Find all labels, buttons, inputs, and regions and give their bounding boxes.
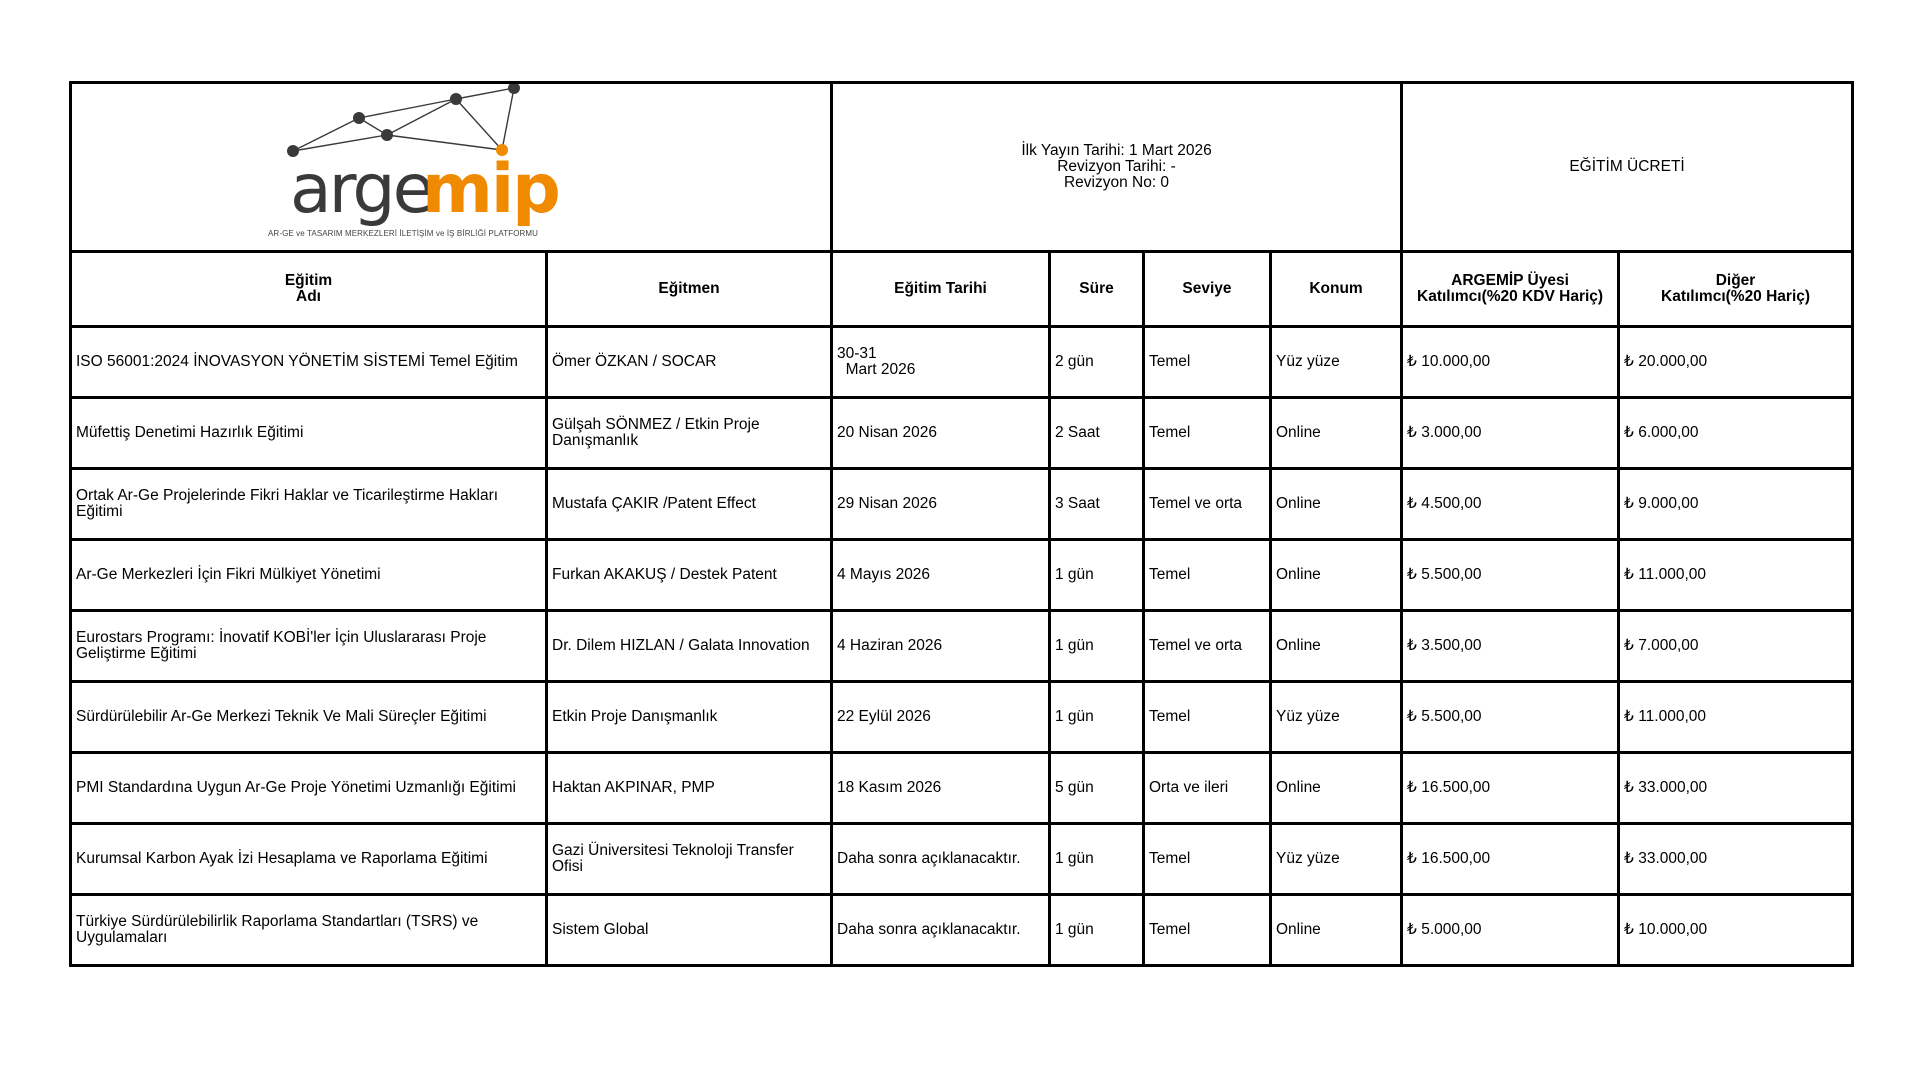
cell-date <box>832 327 1050 398</box>
cell-training-name: Sürdürülebilir Ar-Ge Merkezi Teknik Ve Mali Süreçler Eğitimi <box>71 682 547 753</box>
cell-level: Temel <box>1144 327 1271 398</box>
cell-other-fee: ₺ 7.000,00 <box>1619 611 1853 682</box>
cell-location: Online <box>1271 540 1402 611</box>
training-schedule-table <box>69 81 1854 967</box>
first-publish-date: İlk Yayın Tarihi: 1 Mart 2026 <box>1021 142 1212 159</box>
table-row <box>71 469 1853 540</box>
col-header-member-fee: ARGEMİP Üyesi Katılımcı(%20 KDV Hariç) <box>1402 252 1619 327</box>
network-logo-graphic <box>262 84 582 229</box>
cell-member-fee: ₺ 3.000,00 <box>1402 398 1619 469</box>
col-header-date: Eğitim Tarihi <box>832 252 1050 327</box>
cell-training-name: Ortak Ar-Ge Projelerinde Fikri Haklar ve Ticarileştirme Hakları Eğitimi <box>71 469 547 540</box>
date-line: 20 Nisan 2026 <box>837 424 937 441</box>
cell-training-name: Türkiye Sürdürülebilirlik Raporlama Standartları (TSRS) ve Uygulamaları <box>71 895 547 966</box>
cell-trainer: Dr. Dilem HIZLAN / Galata Innovation <box>547 611 832 682</box>
cell-duration: 1 gün <box>1050 682 1144 753</box>
date-line: 22 Eylül 2026 <box>837 708 931 725</box>
cell-level: Temel <box>1144 540 1271 611</box>
logo-text-mip: mip <box>422 150 559 229</box>
cell-location: Yüz yüze <box>1271 682 1402 753</box>
cell-member-fee: ₺ 5.500,00 <box>1402 540 1619 611</box>
cell-level: Temel <box>1144 682 1271 753</box>
date-line: 4 Mayıs 2026 <box>837 566 931 583</box>
cell-level: Temel <box>1144 398 1271 469</box>
cell-location: Online <box>1271 753 1402 824</box>
cell-date <box>832 824 1050 895</box>
cell-training-name: Eurostars Programı: İnovatif KOBİ'ler İçin Uluslararası Proje Geliştirme Eğitimi <box>71 611 547 682</box>
logo-cell <box>71 83 832 252</box>
cell-duration: 2 Saat <box>1050 398 1144 469</box>
cell-date <box>832 682 1050 753</box>
cell-member-fee: ₺ 4.500,00 <box>1402 469 1619 540</box>
cell-location: Online <box>1271 895 1402 966</box>
argemip-logo <box>72 84 830 250</box>
cell-member-fee: ₺ 5.500,00 <box>1402 682 1619 753</box>
table-row <box>71 611 1853 682</box>
revision-date: Revizyon Tarihi: - <box>1057 158 1176 175</box>
cell-other-fee: ₺ 6.000,00 <box>1619 398 1853 469</box>
cell-location: Online <box>1271 398 1402 469</box>
date-line: Daha sonra açıklanacaktır. <box>837 921 1021 938</box>
table-row <box>71 540 1853 611</box>
cell-duration: 1 gün <box>1050 611 1144 682</box>
cell-other-fee: ₺ 11.000,00 <box>1619 682 1853 753</box>
table-row <box>71 895 1853 966</box>
date-line: 29 Nisan 2026 <box>837 495 937 512</box>
cell-other-fee: ₺ 33.000,00 <box>1619 753 1853 824</box>
col-header-other-fee: Diğer Katılımcı(%20 Hariç) <box>1619 252 1853 327</box>
cell-member-fee: ₺ 3.500,00 <box>1402 611 1619 682</box>
table-row <box>71 327 1853 398</box>
date-line: 18 Kasım 2026 <box>837 779 942 796</box>
cell-date <box>832 753 1050 824</box>
cell-date <box>832 469 1050 540</box>
date-line: 4 Haziran 2026 <box>837 637 943 654</box>
cell-level: Temel ve orta <box>1144 611 1271 682</box>
cell-other-fee: ₺ 9.000,00 <box>1619 469 1853 540</box>
column-header-row <box>71 252 1853 327</box>
fee-section-title: EĞİTİM ÜCRETİ <box>1402 83 1853 252</box>
cell-trainer: Haktan AKPINAR, PMP <box>547 753 832 824</box>
cell-trainer: Sistem Global <box>547 895 832 966</box>
date-line: Daha sonra açıklanacaktır. <box>837 850 1021 867</box>
cell-location: Online <box>1271 469 1402 540</box>
cell-other-fee: ₺ 10.000,00 <box>1619 895 1853 966</box>
table-row <box>71 682 1853 753</box>
cell-trainer: Etkin Proje Danışmanlık <box>547 682 832 753</box>
cell-other-fee: ₺ 33.000,00 <box>1619 824 1853 895</box>
cell-trainer: Gülşah SÖNMEZ / Etkin Proje Danışmanlık <box>547 398 832 469</box>
cell-member-fee: ₺ 16.500,00 <box>1402 753 1619 824</box>
logo-text-arge: arge <box>290 150 432 229</box>
cell-trainer: Furkan AKAKUŞ / Destek Patent <box>547 540 832 611</box>
cell-level: Orta ve ileri <box>1144 753 1271 824</box>
table-row <box>71 398 1853 469</box>
cell-member-fee: ₺ 10.000,00 <box>1402 327 1619 398</box>
col-header-duration: Süre <box>1050 252 1144 327</box>
revision-number: Revizyon No: 0 <box>1063 174 1170 191</box>
col-header-level: Seviye <box>1144 252 1271 327</box>
cell-duration: 3 Saat <box>1050 469 1144 540</box>
cell-member-fee: ₺ 5.000,00 <box>1402 895 1619 966</box>
cell-trainer: Gazi Üniversitesi Teknoloji Transfer Ofisi <box>547 824 832 895</box>
cell-duration: 1 gün <box>1050 540 1144 611</box>
cell-date <box>832 540 1050 611</box>
cell-date <box>832 611 1050 682</box>
cell-training-name: PMI Standardına Uygun Ar-Ge Proje Yönetimi Uzmanlığı Eğitimi <box>71 753 547 824</box>
date-line: 30-31 <box>837 345 877 362</box>
cell-level: Temel <box>1144 824 1271 895</box>
cell-member-fee: ₺ 16.500,00 <box>1402 824 1619 895</box>
cell-duration: 2 gün <box>1050 327 1144 398</box>
cell-other-fee: ₺ 11.000,00 <box>1619 540 1853 611</box>
table-row <box>71 824 1853 895</box>
table-row <box>71 753 1853 824</box>
cell-training-name: Ar-Ge Merkezleri İçin Fikri Mülkiyet Yönetimi <box>71 540 547 611</box>
date-line: Mart 2026 <box>837 361 916 378</box>
cell-location: Yüz yüze <box>1271 824 1402 895</box>
col-header-trainer: Eğitmen <box>547 252 832 327</box>
cell-training-name: Kurumsal Karbon Ayak İzi Hesaplama ve Raporlama Eğitimi <box>71 824 547 895</box>
cell-duration: 1 gün <box>1050 824 1144 895</box>
cell-level: Temel ve orta <box>1144 469 1271 540</box>
col-header-training-name: Eğitim Adı <box>71 252 547 327</box>
document-header-row <box>71 83 1853 252</box>
cell-trainer: Ömer ÖZKAN / SOCAR <box>547 327 832 398</box>
cell-training-name: Müfettiş Denetimi Hazırlık Eğitimi <box>71 398 547 469</box>
cell-duration: 1 gün <box>1050 895 1144 966</box>
cell-location: Online <box>1271 611 1402 682</box>
cell-training-name: ISO 56001:2024 İNOVASYON YÖNETİM SİSTEMİ Temel Eğitim <box>71 327 547 398</box>
document-meta <box>832 83 1402 252</box>
cell-other-fee: ₺ 20.000,00 <box>1619 327 1853 398</box>
col-header-location: Konum <box>1271 252 1402 327</box>
cell-duration: 5 gün <box>1050 753 1144 824</box>
cell-location: Yüz yüze <box>1271 327 1402 398</box>
logo-tagline: AR-GE ve TASARIM MERKEZLERİ İLETİŞİM ve İŞ BİRLİĞİ PLATFORMU <box>268 229 539 238</box>
cell-trainer: Mustafa ÇAKIR /Patent Effect <box>547 469 832 540</box>
cell-level: Temel <box>1144 895 1271 966</box>
cell-date <box>832 398 1050 469</box>
cell-date <box>832 895 1050 966</box>
